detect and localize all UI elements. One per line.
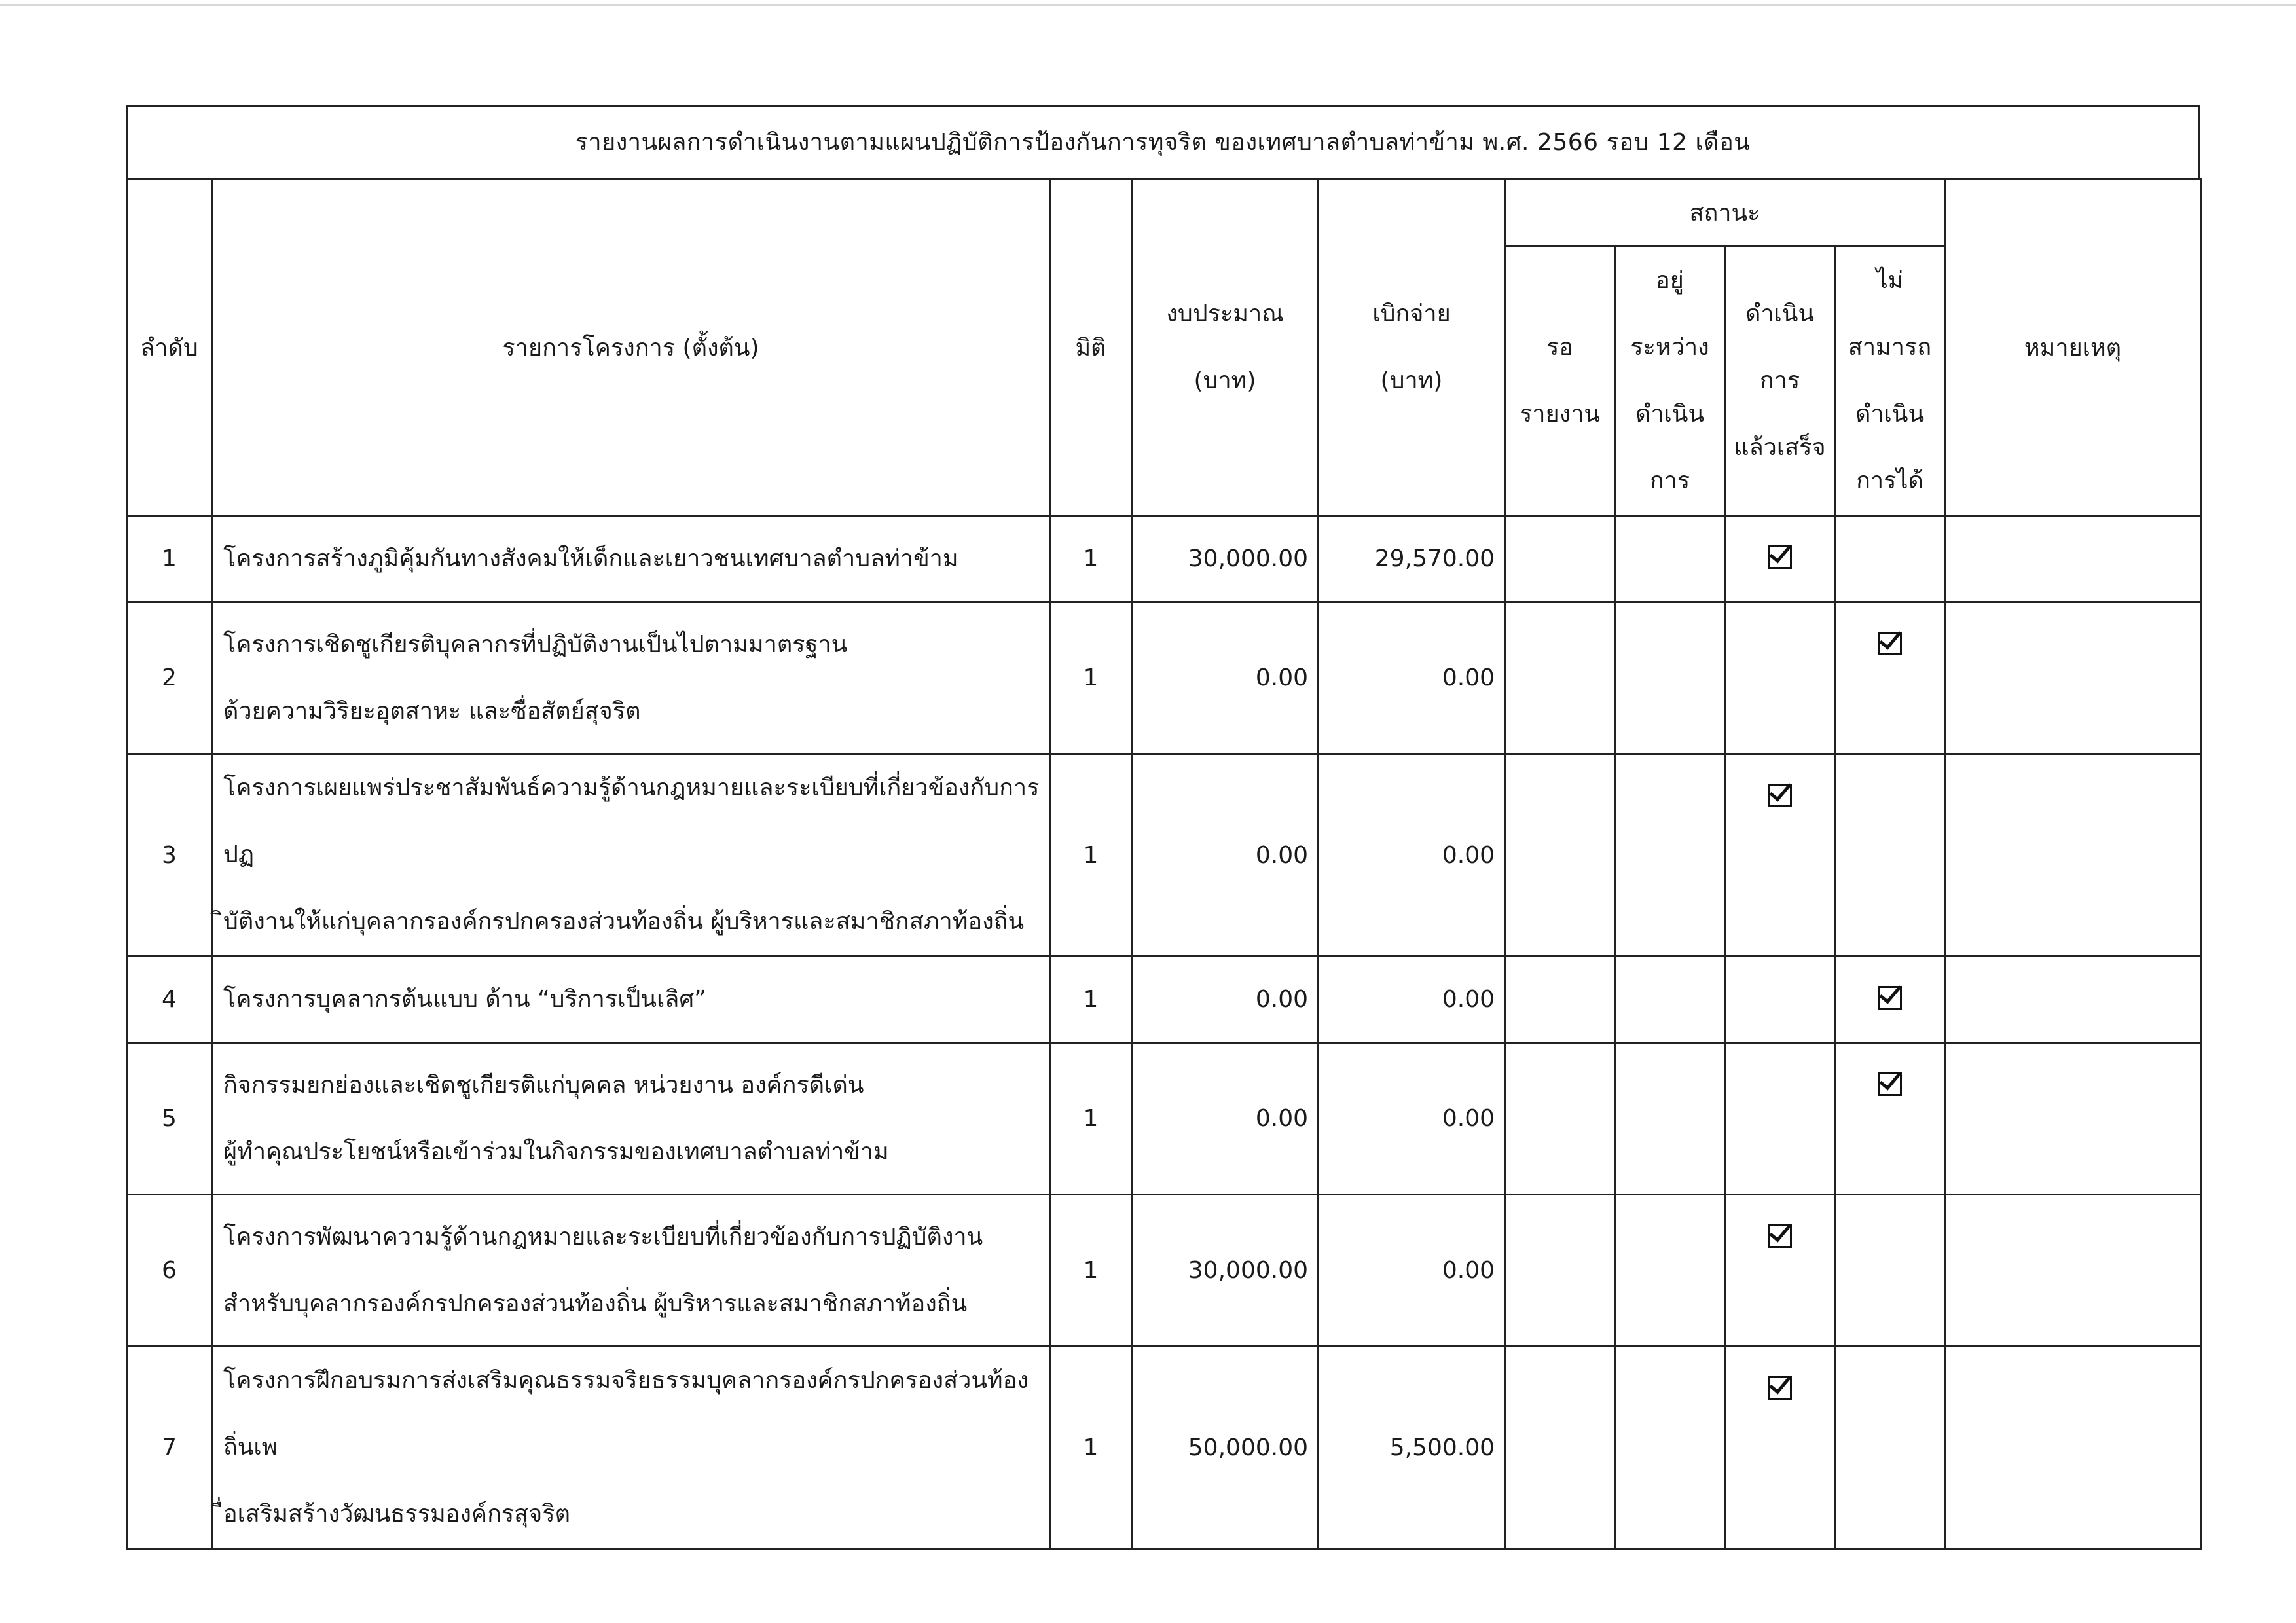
project-name-line1: โครงการสร้างภูมิคุ้มกันทางสังคมให้เด็กและเยาวชนเทศบาลตำบลท่าข้าม xyxy=(223,545,958,572)
header-status-done-line1: ดำเนิน xyxy=(1745,300,1815,327)
header-status-inprogress-line2: ระหว่าง xyxy=(1630,333,1709,361)
row-number: 3 xyxy=(127,754,212,957)
header-status-unable-line2: สามารถ xyxy=(1848,333,1932,361)
project-name-line1: โครงการเผยแพร่ประชาสัมพันธ์ความรู้ด้านกฎหมายและระเบียบที่เกี่ยวข้องกับการปฏ xyxy=(223,775,1040,868)
dimension-value: 1 xyxy=(1050,602,1132,754)
header-budget xyxy=(1132,179,1319,516)
project-name xyxy=(212,602,1050,754)
status-waiting-cell xyxy=(1505,602,1615,754)
project-name xyxy=(212,1195,1050,1347)
budget-value: 0.00 xyxy=(1132,754,1319,957)
checkbox-checked-icon xyxy=(1768,1376,1792,1400)
row-number: 6 xyxy=(127,1195,212,1347)
report-table xyxy=(126,178,2202,1550)
status-done-cell xyxy=(1725,1043,1835,1195)
project-name-line1: โครงการฝึกอบรมการส่งเสริมคุณธรรมจริยธรรมบุคลากรองค์กรปกครองส่วนท้องถิ่นเพ xyxy=(223,1367,1029,1461)
header-status-waiting-line1: รอ xyxy=(1546,333,1573,361)
header-budget-line2: (บาท) xyxy=(1194,367,1256,394)
dimension-value: 1 xyxy=(1050,1043,1132,1195)
budget-value: 30,000.00 xyxy=(1132,516,1319,602)
status-unable-cell xyxy=(1835,957,1945,1043)
header-project: รายการโครงการ (ตั้งต้น) xyxy=(212,179,1050,516)
status-unable-cell xyxy=(1835,754,1945,957)
header-paid-line2: (บาท) xyxy=(1380,367,1443,394)
table-body xyxy=(127,516,2201,1549)
dimension-value: 1 xyxy=(1050,754,1132,957)
project-name-line2: ผู้ทำคุณประโยชน์หรือเข้าร่วมในกิจกรรมของเทศบาลตำบลท่าข้าม xyxy=(223,1138,889,1165)
budget-value: 0.00 xyxy=(1132,1043,1319,1195)
project-name xyxy=(212,1347,1050,1549)
table-row xyxy=(127,1347,2201,1549)
budget-value: 0.00 xyxy=(1132,957,1319,1043)
status-done-cell xyxy=(1725,754,1835,957)
remark-cell xyxy=(1945,516,2201,602)
table-row xyxy=(127,516,2201,602)
project-name-line2: ิบัติงานให้แก่บุคลากรองค์กรปกครองส่วนท้องถิ่น ผู้บริหารและสมาชิกสภาท้องถิ่น xyxy=(223,908,1025,935)
status-unable-cell xyxy=(1835,602,1945,754)
budget-value: 50,000.00 xyxy=(1132,1347,1319,1549)
status-done-cell xyxy=(1725,1195,1835,1347)
paid-value: 0.00 xyxy=(1319,957,1505,1043)
project-name-line1: กิจกรรมยกย่องและเชิดชูเกียรติแก่บุคคล หน่วยงาน องค์กรดีเด่น xyxy=(223,1071,864,1099)
project-name xyxy=(212,957,1050,1043)
row-number: 4 xyxy=(127,957,212,1043)
budget-value: 0.00 xyxy=(1132,602,1319,754)
remark-cell xyxy=(1945,602,2201,754)
header-paid xyxy=(1319,179,1505,516)
checkbox-checked-icon xyxy=(1768,784,1792,807)
status-inprogress-cell xyxy=(1615,1195,1725,1347)
header-status-inprogress-line4: การ xyxy=(1649,467,1690,494)
paid-value: 0.00 xyxy=(1319,602,1505,754)
header-status-done-line3: แล้วเสร็จ xyxy=(1734,433,1826,461)
header-paid-line1: เบิกจ่าย xyxy=(1372,300,1451,327)
row-number: 2 xyxy=(127,602,212,754)
header-order: ลำดับ xyxy=(127,179,212,516)
status-waiting-cell xyxy=(1505,1347,1615,1549)
status-inprogress-cell xyxy=(1615,1347,1725,1549)
project-name-line2: ื่อเสริมสร้างวัฒนธรรมองค์กรสุจริต xyxy=(223,1501,570,1527)
header-budget-line1: งบประมาณ xyxy=(1166,300,1284,327)
header-dimension: มิติ xyxy=(1050,179,1132,516)
dimension-value: 1 xyxy=(1050,957,1132,1043)
project-name xyxy=(212,516,1050,602)
status-waiting-cell xyxy=(1505,957,1615,1043)
checkbox-checked-icon xyxy=(1768,1224,1792,1248)
checkbox-checked-icon xyxy=(1768,545,1792,569)
status-inprogress-cell xyxy=(1615,602,1725,754)
header-status-unable-line1: ไม่ xyxy=(1876,266,1904,294)
status-waiting-cell xyxy=(1505,516,1615,602)
table-row xyxy=(127,754,2201,957)
dimension-value: 1 xyxy=(1050,516,1132,602)
status-inprogress-cell xyxy=(1615,754,1725,957)
table-row xyxy=(127,957,2201,1043)
project-name-line2: ด้วยความวิริยะอุตสาหะ และซื่อสัตย์สุจริต xyxy=(223,697,641,725)
status-waiting-cell xyxy=(1505,1043,1615,1195)
remark-cell xyxy=(1945,754,2201,957)
header-status-inprogress-line3: ดำเนิน xyxy=(1635,400,1705,428)
scan-edge-line xyxy=(0,4,2296,6)
paid-value: 0.00 xyxy=(1319,754,1505,957)
status-inprogress-cell xyxy=(1615,1043,1725,1195)
header-status-unable xyxy=(1835,246,1945,516)
paid-value: 5,500.00 xyxy=(1319,1347,1505,1549)
remark-cell xyxy=(1945,1195,2201,1347)
status-waiting-cell xyxy=(1505,1195,1615,1347)
remark-cell xyxy=(1945,957,2201,1043)
remark-cell xyxy=(1945,1347,2201,1549)
header-status-waiting xyxy=(1505,246,1615,516)
header-status-waiting-line2: รายงาน xyxy=(1519,400,1601,428)
status-done-cell xyxy=(1725,957,1835,1043)
header-status-inprogress xyxy=(1615,246,1725,516)
paid-value: 29,570.00 xyxy=(1319,516,1505,602)
status-unable-cell xyxy=(1835,1195,1945,1347)
status-unable-cell xyxy=(1835,1347,1945,1549)
status-done-cell xyxy=(1725,516,1835,602)
header-status-done-line2: การ xyxy=(1759,367,1800,394)
status-inprogress-cell xyxy=(1615,957,1725,1043)
document-title: รายงานผลการดำเนินงานตามแผนปฏิบัติการป้องกันการทุจริต ของเทศบาลตำบลท่าข้าม พ.ศ. 2566 รอบ 12 เดือน xyxy=(575,129,1751,156)
checkbox-checked-icon xyxy=(1878,1072,1902,1096)
project-name-line1: โครงการพัฒนาความรู้ด้านกฎหมายและระเบียบที่เกี่ยวข้องกับการปฏิบัติงาน xyxy=(223,1223,983,1250)
project-name xyxy=(212,1043,1050,1195)
project-name-line2: สำหรับบุคลากรองค์กรปกครองส่วนท้องถิ่น ผู้บริหารและสมาชิกสภาท้องถิ่น xyxy=(223,1290,968,1317)
header-status-unable-line4: การได้ xyxy=(1856,467,1923,494)
status-done-cell xyxy=(1725,1347,1835,1549)
status-inprogress-cell xyxy=(1615,516,1725,602)
status-waiting-cell xyxy=(1505,754,1615,957)
project-name xyxy=(212,754,1050,957)
row-number: 7 xyxy=(127,1347,212,1549)
project-name-line1: โครงการเชิดชูเกียรติบุคลากรที่ปฏิบัติงานเป็นไปตามมาตรฐาน xyxy=(223,630,848,658)
budget-value: 30,000.00 xyxy=(1132,1195,1319,1347)
table-row xyxy=(127,1043,2201,1195)
paid-value: 0.00 xyxy=(1319,1195,1505,1347)
header-status-unable-line3: ดำเนิน xyxy=(1855,400,1925,428)
remark-cell xyxy=(1945,1043,2201,1195)
header-status: สถานะ xyxy=(1505,179,1945,246)
header-remark: หมายเหตุ xyxy=(1945,179,2201,516)
checkbox-checked-icon xyxy=(1878,986,1902,1010)
table-row xyxy=(127,1195,2201,1347)
status-unable-cell xyxy=(1835,516,1945,602)
header-status-inprogress-line1: อยู่ xyxy=(1656,266,1684,294)
paid-value: 0.00 xyxy=(1319,1043,1505,1195)
dimension-value: 1 xyxy=(1050,1195,1132,1347)
project-name-line1: โครงการบุคลากรต้นแบบ ด้าน “บริการเป็นเลิศ” xyxy=(223,985,706,1013)
row-number: 5 xyxy=(127,1043,212,1195)
status-done-cell xyxy=(1725,602,1835,754)
header-status-done xyxy=(1725,246,1835,516)
dimension-value: 1 xyxy=(1050,1347,1132,1549)
status-unable-cell xyxy=(1835,1043,1945,1195)
checkbox-checked-icon xyxy=(1878,632,1902,655)
row-number: 1 xyxy=(127,516,212,602)
table-row xyxy=(127,602,2201,754)
